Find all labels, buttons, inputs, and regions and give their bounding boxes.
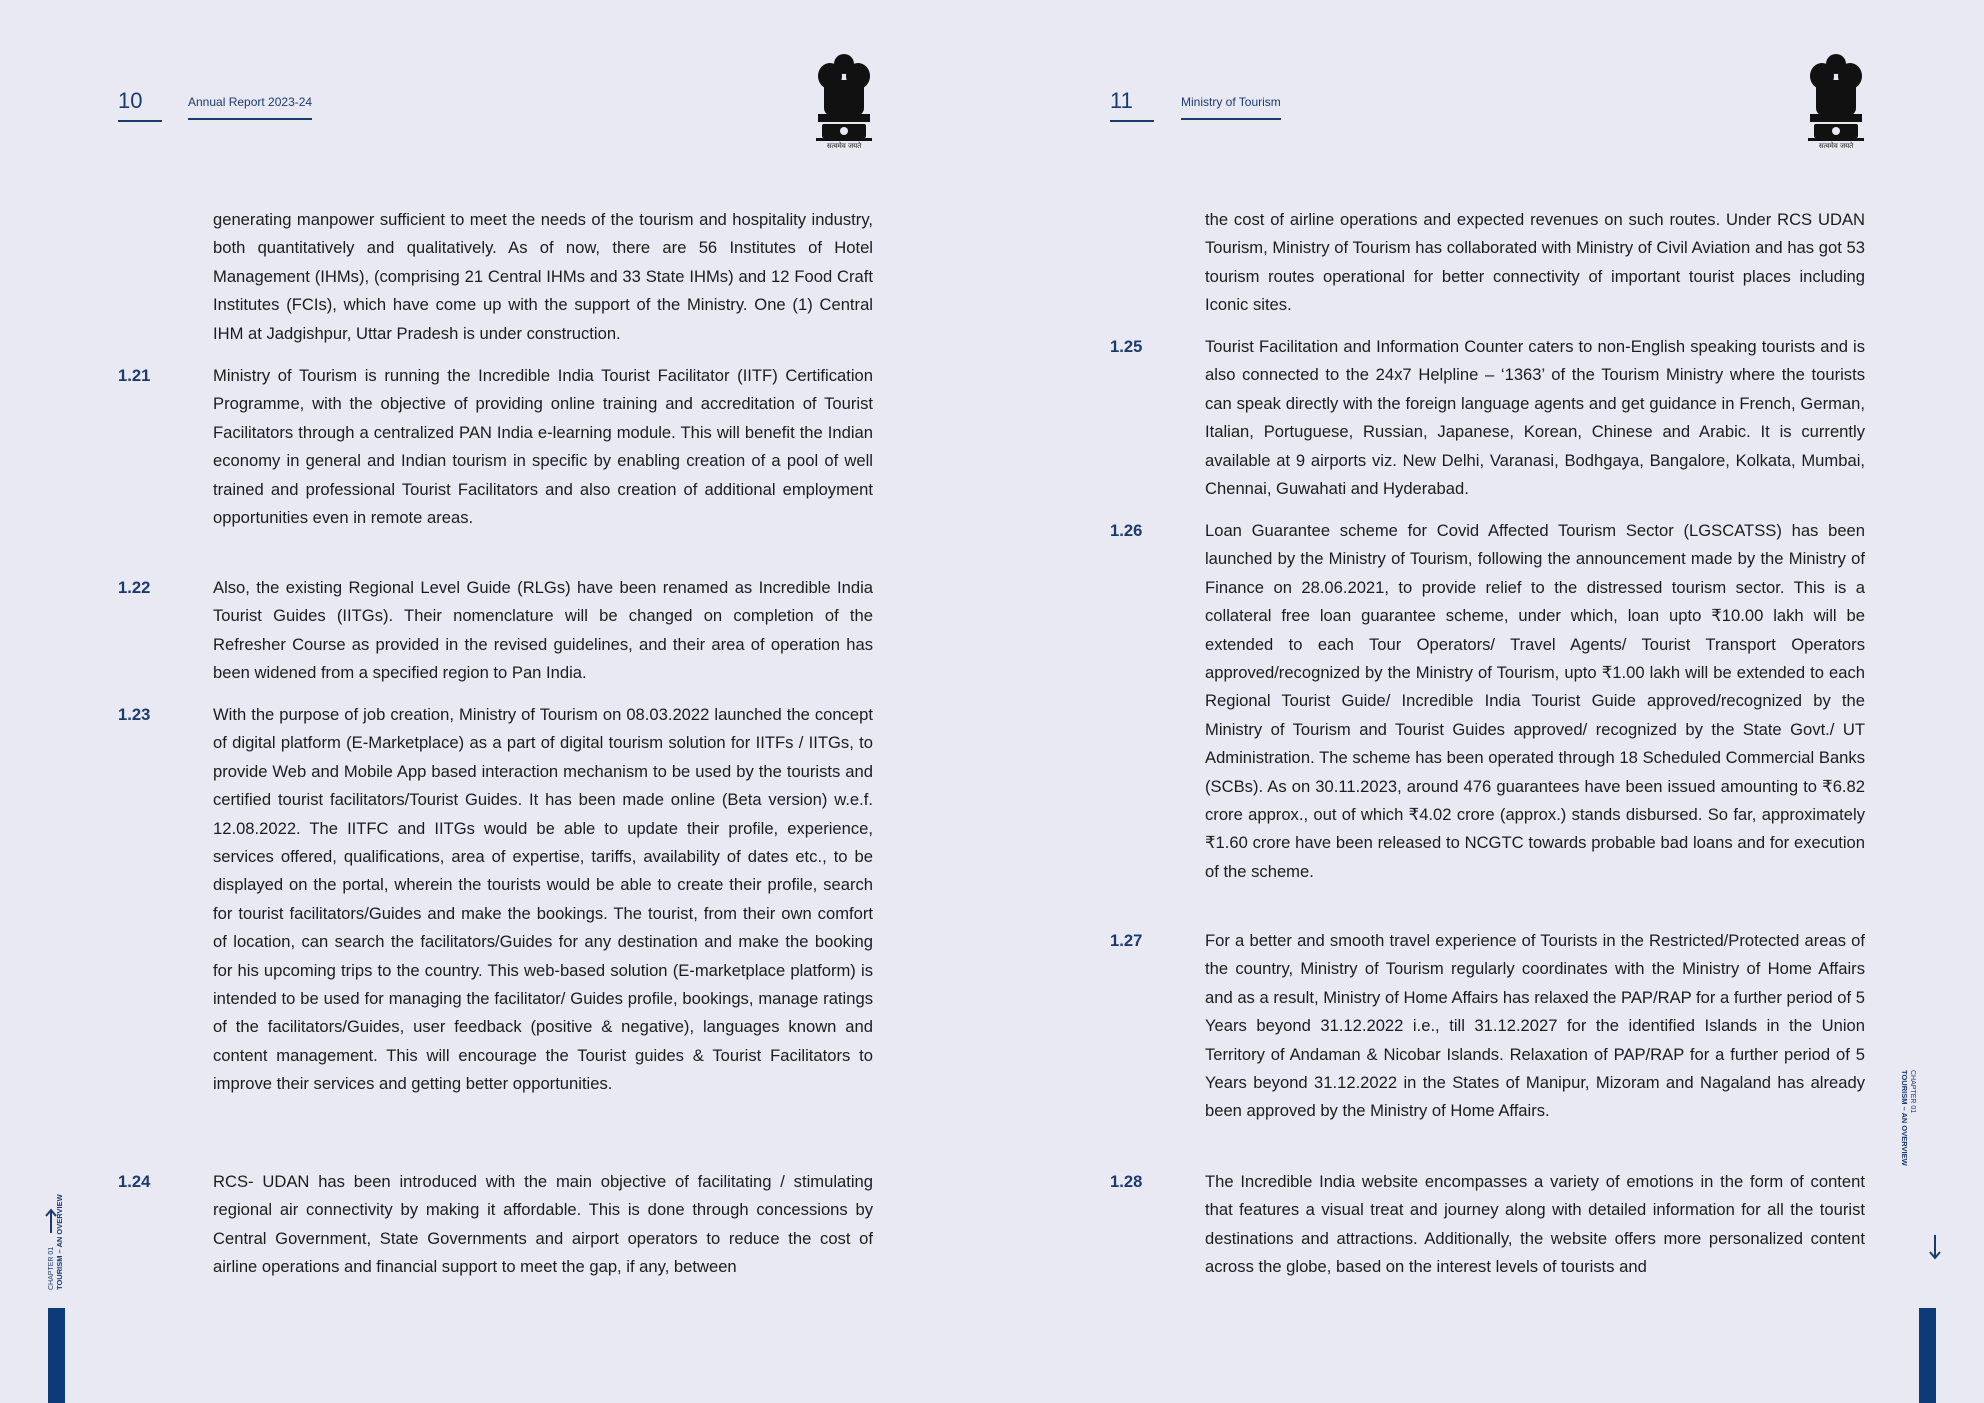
- paragraph-1-28: [1110, 1168, 1865, 1282]
- arrow-up-icon: [44, 1208, 58, 1234]
- paragraph-text: Loan Guarantee scheme for Covid Affected Tourism Sector (LGSCATSS) has been launched by the Ministry of Tourism, following the announcement made by the Ministry of Finance on 28.06.2021, to provide relief to the distressed tourism sector. This is a collateral free loan guarantee scheme, under which, loan upto ₹10.00 lakh will be extended to each Tour Operators/ Travel Agents/ Tourist Transport Operators approved/recognized by the Ministry of Tourism, upto ₹1.00 lakh will be extended to each Regional Tourist Guide/ Incredible India Tourist Guide approved/recognized by the Ministry of Tourism and Tourist Guides approved/ recognized by the State Govt./ UT Administration. The scheme has been operated through 18 Scheduled Commercial Banks (SCBs). As on 30.11.2023, around 476 guarantees have been issued amounting to ₹6.82 crore approx., out of which ₹4.02 crore (approx.) stands disbursed. So far, approximately ₹1.60 crore have been released to NCGTC towards probable bad loans and for execution of the scheme.: [1205, 521, 1865, 881]
- chapter-color-bar: [1919, 1308, 1936, 1403]
- running-title: Ministry of Tourism: [1181, 95, 1281, 120]
- page-number: 11: [1110, 88, 1154, 122]
- chapter-tab: [50, 1180, 66, 1290]
- national-emblem-icon: [1804, 50, 1868, 154]
- paragraph-text: The Incredible India website encompasses a variety of emotions in the form of content that features a visual treat and journey along with detailed information for all the tourist destinations and attractions. Additionally, the website offers more personalized content across the globe, based on the interest levels of tourists and: [1205, 1172, 1865, 1277]
- paragraph-text: Also, the existing Regional Level Guide (RLGs) have been renamed as Incredible India Tourist Guides (IITGs). Their nomenclature will be changed on completion of the Refresher Course as provided in the revised guidelines, and their area of operation has been widened from a specified region to Pan India.: [213, 578, 873, 683]
- paragraph-text: the cost of airline operations and expected revenues on such routes. Under RCS UDAN Tourism, Ministry of Tourism has collaborated with Ministry of Civil Aviation and has got 53 tourism routes operational for better connectivity of important tourist places including Iconic sites.: [1205, 210, 1865, 315]
- paragraph-1-22: [118, 574, 873, 688]
- arrow-down-icon: [1928, 1234, 1942, 1260]
- paragraph-number: 1.25: [1110, 337, 1143, 356]
- paragraph-text: generating manpower sufficient to meet the needs of the tourism and hospitality industry, both quantitatively and qualitatively. As of now, there are 56 Institutes of Hotel Management (IHMs), (comprising 21 Central IHMs and 33 State IHMs) and 12 Food Craft Institutes (FCIs), which have come up with the support of the Ministry. One (1) Central IHM at Jadgishpur, Uttar Pradesh is under construction.: [213, 210, 873, 343]
- chapter-label: CHAPTER 01: [48, 1246, 55, 1290]
- paragraph-1-24: [118, 1168, 873, 1282]
- paragraph-text: Tourist Facilitation and Information Counter caters to non-English speaking tourists and is also connected to the 24x7 Helpline – ‘1363’ of the Tourism Ministry where the tourists can speak directly with the foreign language agents and get guidance in French, German, Italian, Portuguese, Russian, Japanese, Korean, Chinese and Arabic. It is currently available at 9 airports viz. New Delhi, Varanasi, Bodhgaya, Bangalore, Kolkata, Mumbai, Chennai, Guwahati and Hyderabad.: [1205, 337, 1865, 499]
- paragraph-text: RCS- UDAN has been introduced with the main objective of facilitating / stimulating regional air connectivity by making it affordable. This is done through concessions by Central Government, State Governments and airport operators to reduce the cost of airline operations and financial support to meet the gap, if any, between: [213, 1172, 873, 1277]
- paragraph-number: 1.21: [118, 366, 151, 385]
- paragraph-number: 1.24: [118, 1172, 151, 1191]
- chapter-title: TOURISM – AN OVERVIEW: [1900, 1070, 1909, 1166]
- paragraph-number: 1.27: [1110, 931, 1143, 950]
- paragraph-text: With the purpose of job creation, Ministry of Tourism on 08.03.2022 launched the concept of digital platform (E-Marketplace) as a part of digital tourism solution for IITFs / IITGs, to provide Web and Mobile App based interaction mechanism to be used by the tourists and certified tourist facilitators/Tourist Guides. It has been made online (Beta version) w.e.f. 12.08.2022. The IITFC and IITGs would be able to update their profile, experience, services offered, qualifications, area of expertise, tariffs, availability of dates etc., to be displayed on the portal, wherein the tourists would be able to create their profile, search for tourist facilitators/Guides and make the bookings. The tourist, from their own comfort of location, can search the facilitators/Guides for any destination and make the booking for his upcoming trips to the country. This web-based solution (E-marketplace platform) is intended to be used for managing the facilitator/ Guides profile, bookings, manage ratings of the facilitators/Guides, user feedback (positive & negative), languages known and content management. This will encourage the Tourist guides & Tourist Facilitators to improve their services and getting better opportunities.: [213, 705, 873, 1094]
- paragraph-1-27: [1110, 927, 1865, 1126]
- paragraph-continued: [1205, 206, 1865, 320]
- paragraph-text: Ministry of Tourism is running the Incredible India Tourist Facilitator (IITF) Certification Programme, with the objective of providing online training and accreditation of Tourist Facilitators through a centralized PAN India e-learning module. This will benefit the Indian economy in general and Indian tourism in specific by enabling creation of a pool of well trained and professional Tourist Facilitators and also creation of additional employment opportunities even in remote areas.: [213, 366, 873, 528]
- emblem-motto: सत्यमेव जयते: [826, 142, 862, 150]
- paragraph-text: For a better and smooth travel experience of Tourists in the Restricted/Protected areas of the country, Ministry of Tourism regularly coordinates with the Ministry of Home Affairs and as a result, Ministry of Home Affairs has relaxed the PAP/RAP for a further period of 5 Years beyond 31.12.2022 i.e., till 31.12.2027 for the identified Islands in the Union Territory of Andaman & Nicobar Islands. Relaxation of PAP/RAP for a further period of 5 Years beyond 31.12.2022 in the States of Manipur, Mizoram and Nagaland has already been approved by the Ministry of Home Affairs.: [1205, 931, 1865, 1121]
- right-page: [992, 0, 1984, 1403]
- paragraph-1-26: [1110, 517, 1865, 886]
- chapter-color-bar: [48, 1308, 65, 1403]
- chapter-title: TOURISM – AN OVERVIEW: [55, 1194, 64, 1290]
- paragraph-continued: [213, 206, 873, 348]
- emblem-motto: सत्यमेव जयते: [1818, 142, 1854, 150]
- paragraph-number: 1.22: [118, 578, 151, 597]
- page-number: 10: [118, 88, 162, 122]
- paragraph-1-25: [1110, 333, 1865, 503]
- paragraph-1-23: [118, 701, 873, 1099]
- chapter-label: CHAPTER 01: [1909, 1070, 1916, 1114]
- paragraph-number: 1.28: [1110, 1172, 1143, 1191]
- paragraph-1-21: [118, 362, 873, 532]
- paragraph-number: 1.26: [1110, 521, 1143, 540]
- running-title: Annual Report 2023-24: [188, 95, 312, 120]
- national-emblem-icon: [812, 50, 876, 154]
- paragraph-number: 1.23: [118, 705, 151, 724]
